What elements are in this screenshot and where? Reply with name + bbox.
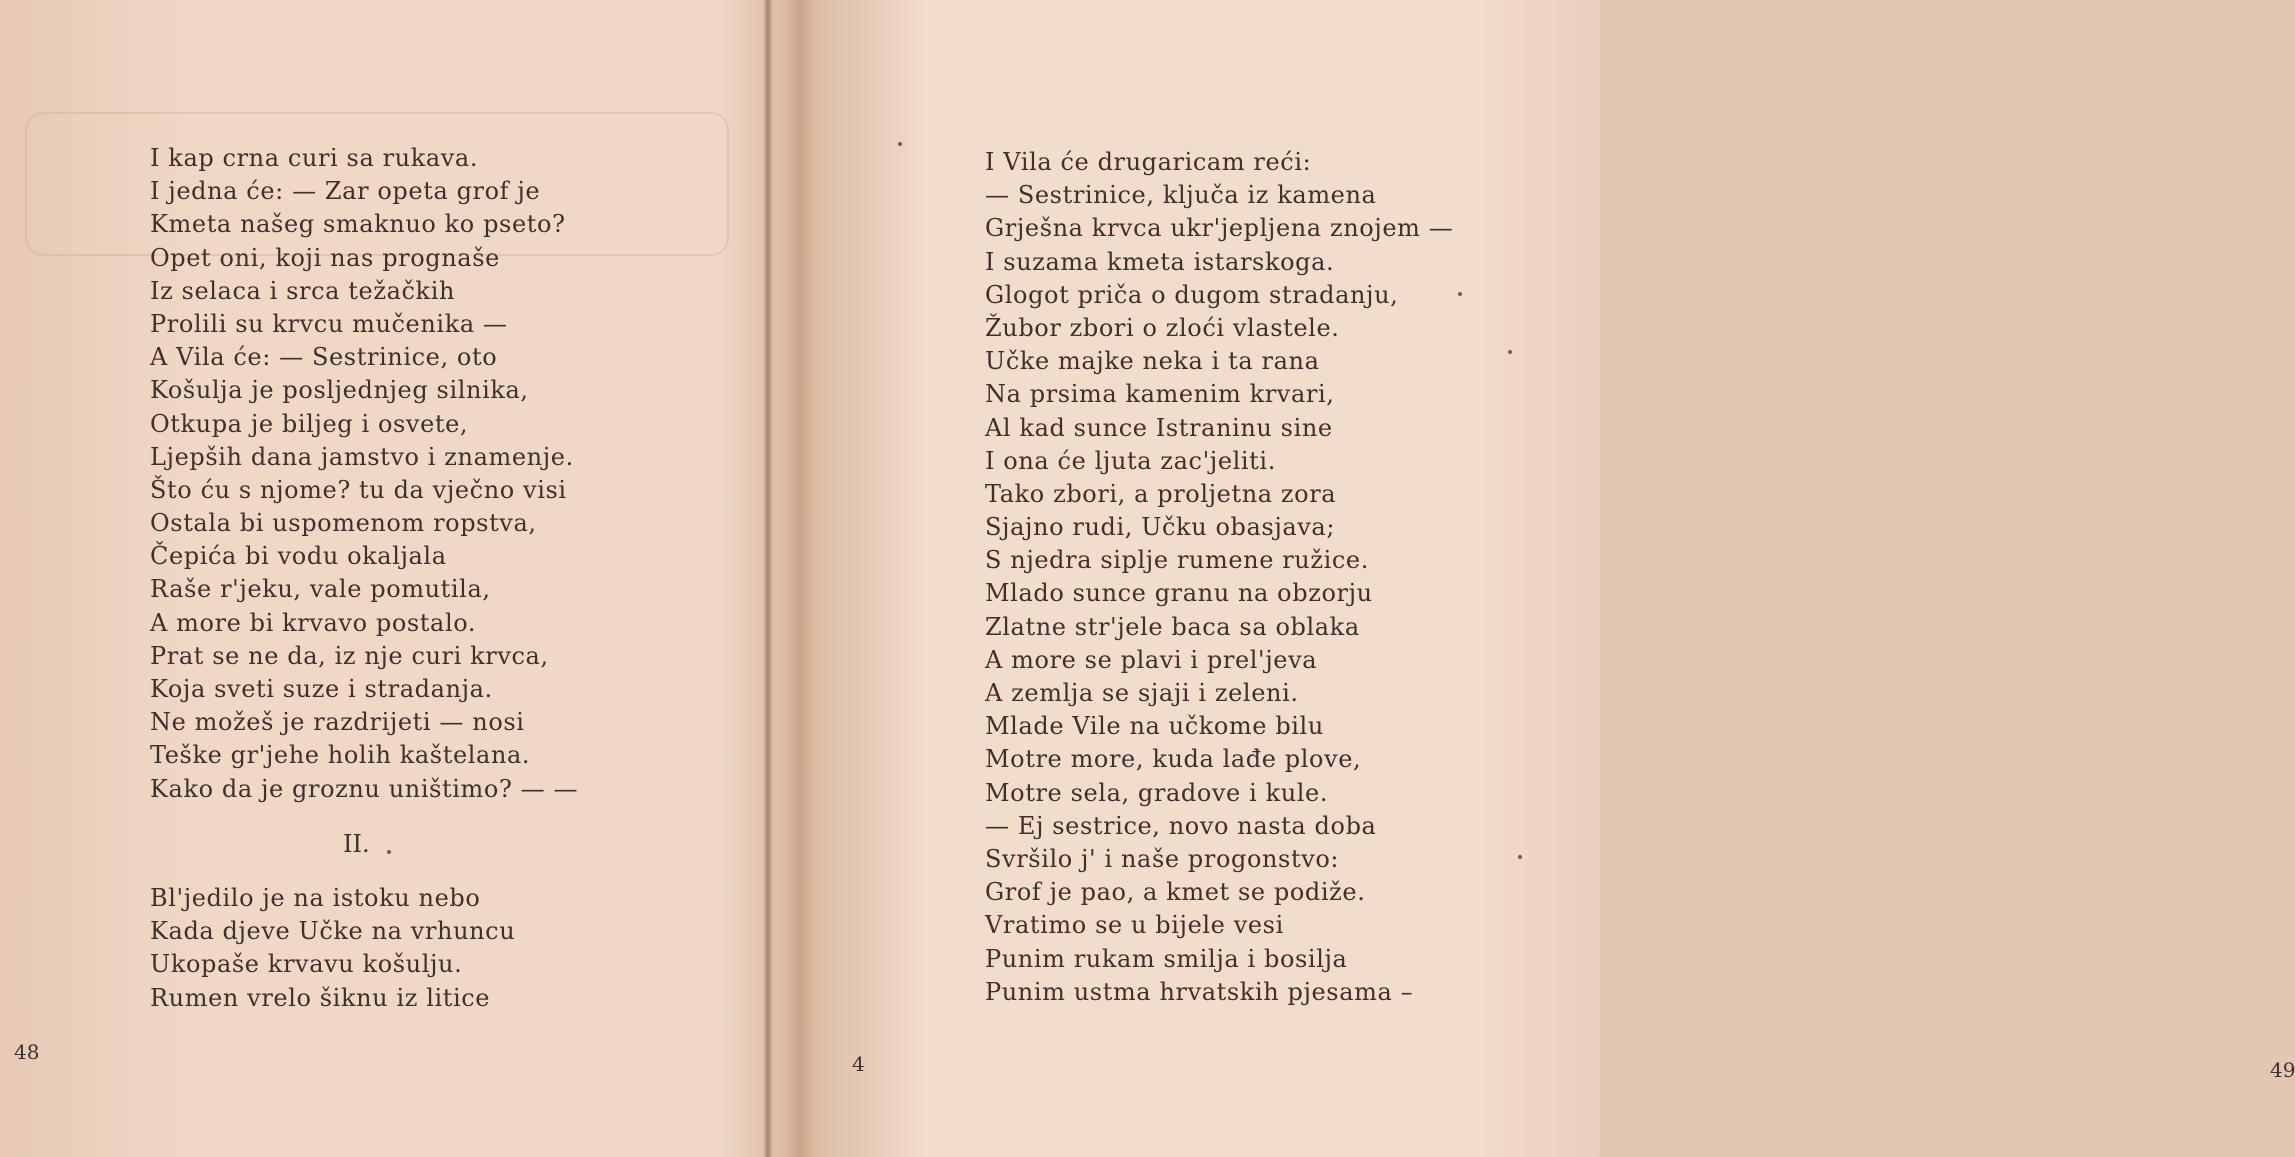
page-number-right: 49	[2270, 1058, 2295, 1082]
poem-line: A zemlja se sjaji i zeleni.	[985, 679, 1299, 707]
poem-line: Što ću s njome? tu da vječno visi	[150, 475, 567, 504]
paper-speck	[1518, 855, 1522, 859]
right-page-poem	[985, 146, 1453, 1009]
poem-line: — Sestrinice, ključa iz kamena	[985, 181, 1377, 210]
poem-line: S njedra siplje rumene ružice.	[985, 546, 1369, 575]
poem-line: Učke majke neka i ta rana	[985, 347, 1320, 376]
poem-line: Sjajno rudi, Učku obasjava;	[985, 513, 1336, 542]
paper-speck	[1508, 350, 1512, 354]
poem-line: Ukopaše krvavu košulju.	[150, 950, 463, 979]
poem-line: Glogot priča o dugom stradanju,	[985, 280, 1399, 309]
poem-line: Košulja je posljednjeg silnika,	[150, 376, 529, 405]
poem-line: Teške gr'jehe holih kaštelana.	[150, 741, 531, 770]
poem-line: Ljepših dana jamstvo i znamenje.	[150, 442, 574, 471]
poem-line: Tako zbori, a proljetna zora	[985, 479, 1337, 508]
poem-line: Opet oni, koji nas prognaše	[150, 243, 500, 272]
poem-line: Otkupa je biljeg i osvete,	[150, 409, 469, 438]
poem-line: Grješna krvca ukr'jepljena znojem —	[985, 214, 1454, 243]
poem-line: Kako da je groznu uništimo? — —	[150, 774, 579, 803]
poem-line: Al kad sunce Istraninu sine	[985, 413, 1333, 442]
poem-line: A more bi krvavo postalo.	[150, 608, 477, 637]
poem-line: Na prsima kamenim krvari,	[985, 380, 1335, 409]
poem-line: Rumen vrelo šiknu iz litice	[150, 983, 491, 1012]
poem-line: I kap crna curi sa rukava.	[150, 144, 479, 172]
poem-line: I jedna će: — Zar opeta grof je	[150, 177, 541, 206]
poem-line: Ostala bi uspomenom ropstva,	[150, 509, 537, 538]
poem-line: Motre more, kuda lađe plove,	[985, 745, 1362, 774]
poem-line: Prolili su krvcu mučenika —	[150, 309, 508, 338]
poem-line: Bl'jedilo je na istoku nebo	[150, 884, 481, 912]
poem-line: Vratimo se u bijele vesi	[985, 911, 1284, 940]
poem-line: I Vila će drugaricam reći:	[985, 148, 1312, 176]
poem-line: Motre sela, gradove i kule.	[985, 778, 1329, 807]
poem-line: Kada djeve Učke na vrhuncu	[150, 917, 516, 946]
poem-line: Mlade Vile na učkome bilu	[985, 712, 1324, 741]
poem-line: Čepića bi vodu okaljala	[150, 542, 447, 571]
signature-mark: 4	[852, 1052, 865, 1076]
poem-line: Grof je pao, a kmet se podiže.	[985, 878, 1366, 907]
poem-line: Punim ustma hrvatskih pjesama –	[985, 977, 1414, 1006]
poem-line: A more se plavi i prel'jeva	[985, 645, 1318, 674]
left-page	[0, 0, 865, 1157]
poem-line: Iz selaca i srca težačkih	[150, 276, 456, 305]
left-page-poem-top	[150, 142, 578, 806]
poem-line: Zlatne str'jele baca sa oblaka	[985, 612, 1360, 641]
section-heading: II.	[343, 830, 370, 858]
poem-line: I suzama kmeta istarskoga.	[985, 247, 1335, 276]
poem-line: Raše r'jeku, vale pomutila,	[150, 575, 491, 604]
page-number-left: 48	[14, 1040, 40, 1064]
poem-line: Svršilo j' i naše progonstvo:	[985, 844, 1340, 873]
paper-speck	[387, 850, 391, 854]
paper-speck	[1458, 292, 1462, 296]
right-page	[772, 0, 2295, 1157]
poem-line: I ona će ljuta zac'jeliti.	[985, 446, 1276, 475]
poem-line: Koja sveti suze i stradanja.	[150, 675, 493, 703]
poem-line: A Vila će: — Sestrinice, oto	[150, 343, 498, 372]
left-page-poem-bottom	[150, 882, 515, 1015]
poem-line: Ne možeš je razdrijeti — nosi	[150, 708, 525, 737]
poem-line: Prat se ne da, iz nje curi krvca,	[150, 641, 549, 670]
paper-speck	[898, 142, 902, 146]
book-gutter	[764, 0, 772, 1157]
poem-line: Žubor zbori o zloći vlastele.	[985, 313, 1340, 342]
poem-line: Punim rukam smilja i bosilja	[985, 944, 1348, 973]
poem-line: Mlado sunce granu na obzorju	[985, 579, 1373, 608]
poem-line: — Ej sestrice, novo nasta doba	[985, 811, 1377, 840]
poem-line: Kmeta našeg smaknuo ko pseto?	[150, 210, 566, 239]
